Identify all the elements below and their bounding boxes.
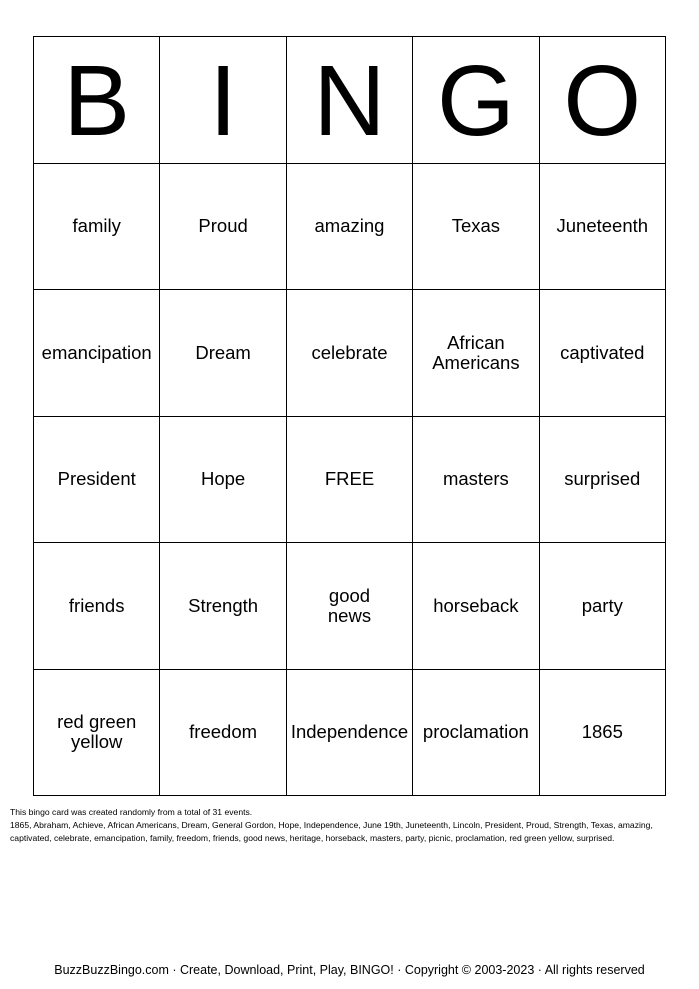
- header-letter-o: O: [540, 37, 666, 164]
- bingo-cell: celebrate: [287, 290, 413, 417]
- copyright-footer: BuzzBuzzBingo.com · Create, Download, Print, Play, BINGO! · Copyright © 2003-2023 · All rights reserved: [54, 963, 645, 977]
- bingo-cell: Juneteenth: [540, 164, 666, 291]
- bingo-cell: friends: [34, 543, 160, 670]
- bingo-cell: President: [34, 417, 160, 544]
- bingo-cell: horseback: [413, 543, 539, 670]
- bingo-cell: Proud: [160, 164, 286, 291]
- bingo-cell: surprised: [540, 417, 666, 544]
- free-space-cell: FREE: [287, 417, 413, 544]
- bingo-cell: party: [540, 543, 666, 670]
- bingo-cell: good news: [287, 543, 413, 670]
- bingo-cell: masters: [413, 417, 539, 544]
- bingo-cell: Dream: [160, 290, 286, 417]
- bingo-cell: African Americans: [413, 290, 539, 417]
- bingo-cell: proclamation: [413, 670, 539, 797]
- bingo-cell: emancipation: [34, 290, 160, 417]
- bingo-cell: 1865: [540, 670, 666, 797]
- bingo-card: [33, 36, 666, 796]
- header-letter-g: G: [413, 37, 539, 164]
- bingo-cell: red green yellow: [34, 670, 160, 797]
- event-list-note: [10, 806, 690, 845]
- header-letter-b: B: [34, 37, 160, 164]
- bingo-cell: amazing: [287, 164, 413, 291]
- bingo-cell: Independence: [287, 670, 413, 797]
- bingo-cell: Strength: [160, 543, 286, 670]
- event-list-text: 1865, Abraham, Achieve, African Americans, Dream, General Gordon, Hope, Independence, June 19th, Juneteenth, Lincoln, President, Proud, Strength, Texas, amazing, captivated, celebrate, emancipation, family, freedom, friends, good news, heritage, horseback, masters, party, picnic, proclamation, red green yellow, surprised.: [10, 820, 653, 843]
- bingo-cell: family: [34, 164, 160, 291]
- event-count-text: This bingo card was created randomly from a total of 31 events.: [10, 807, 253, 817]
- bingo-cell: Texas: [413, 164, 539, 291]
- bingo-cell: Hope: [160, 417, 286, 544]
- header-letter-n: N: [287, 37, 413, 164]
- bingo-cell: captivated: [540, 290, 666, 417]
- bingo-cell: freedom: [160, 670, 286, 797]
- header-letter-i: I: [160, 37, 286, 164]
